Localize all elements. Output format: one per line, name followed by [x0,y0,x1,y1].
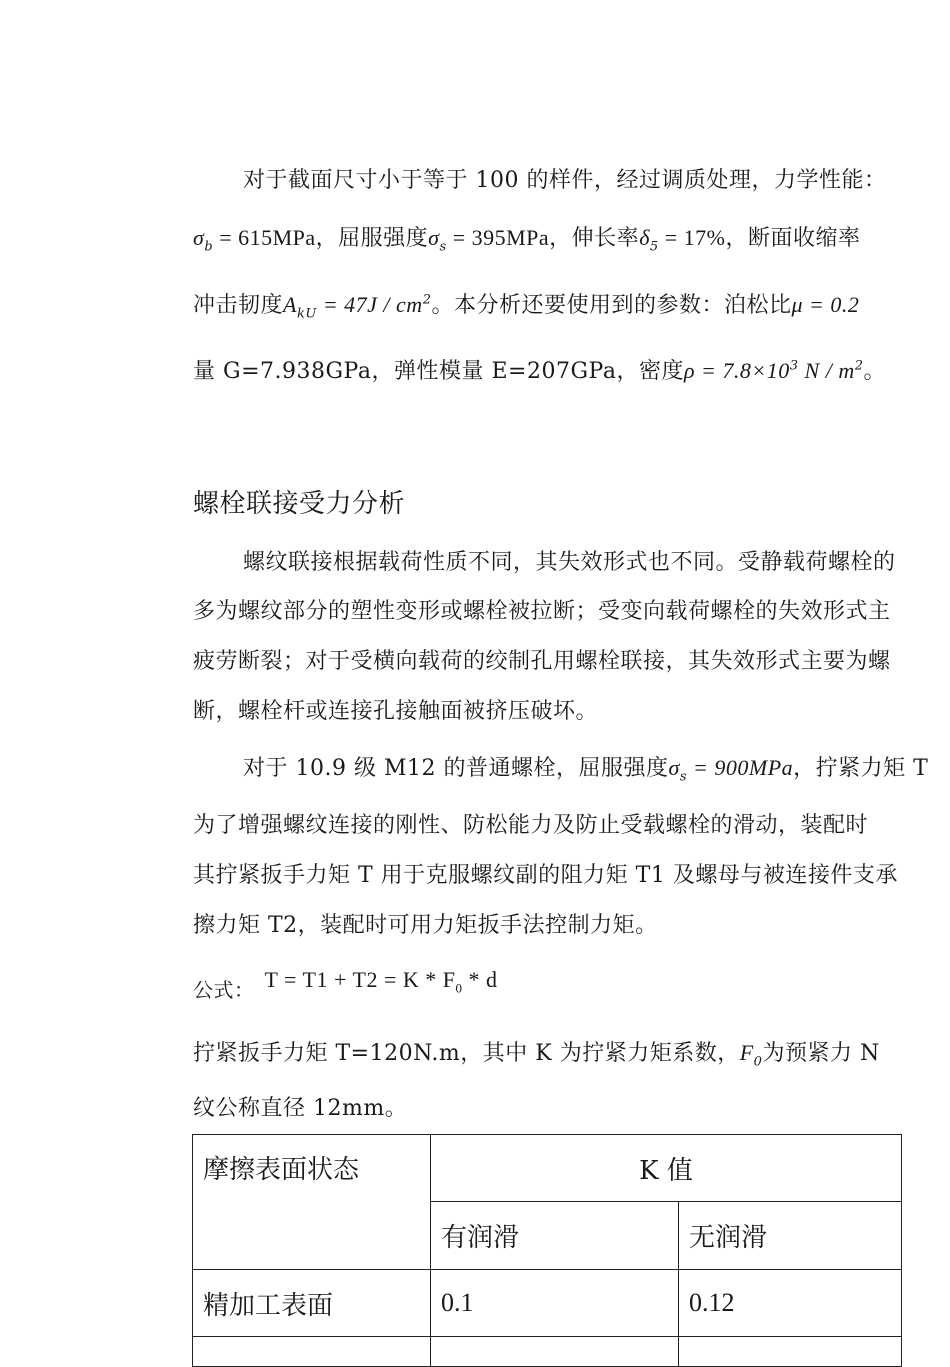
formula-label: 公式： [193,978,255,1002]
text: ，断面收缩率 [725,226,861,251]
text: 冲击韧度 [193,293,284,318]
sigma-symbol: σ [668,755,680,780]
symbol: F [739,1040,754,1065]
paragraph-3-line-1 [243,753,928,784]
value: = 17% [658,225,726,250]
paragraph-3-line-4: 擦力矩 T2，装配时可用力矩扳手法控制力矩。 [193,913,658,938]
superscript: 2 [422,292,432,308]
superscript: 2 [854,358,864,374]
formula-text: * d [462,967,498,992]
superscript: 3 [789,358,799,374]
subscript: 0 [753,1054,763,1070]
cell-empty [431,1337,679,1367]
paragraph-1-line-4 [193,356,886,387]
cell-empty [193,1337,431,1367]
text: ，屈服强度 [315,226,429,251]
table-row-partial [193,1337,902,1367]
value: = 47J / cm [316,292,423,317]
subscript: 0 [455,980,463,996]
paragraph-2-line-2: 多为螺纹部分的塑性变形或螺栓被拉断；受变向载荷螺栓的失效形式主 [193,599,891,624]
paragraph-4-line-1 [193,1038,880,1069]
paragraph-4-line-2: 纹公称直径 12mm。 [193,1096,408,1121]
text: 。 [863,359,887,384]
value: μ = 0.2 [791,292,860,317]
paragraph-2-line-1: 螺纹联接根据载荷性质不同，其失效形式也不同。受静载荷螺栓的 [243,550,896,575]
sigma-symbol: σ [193,225,205,250]
k-value-table [192,1134,902,1367]
paragraph-2-line-3: 疲劳断裂；对于受横向载荷的绞制孔用螺栓联接，其失效形式主要为螺 [193,649,891,674]
value: = 900MPa [687,755,794,780]
section-heading: 螺栓联接受力分析 [193,489,406,519]
formula-line [193,967,498,1006]
cell-unlubricated: 0.12 [679,1270,902,1337]
delta-symbol: δ [639,225,650,250]
symbol: A [283,292,297,317]
value: = 395MPa [446,225,550,250]
paragraph-1-line-1 [243,166,886,196]
sigma-symbol: σ [428,225,440,250]
header-unlubricated: 无润滑 [679,1202,902,1270]
paragraph-1-line-3 [193,290,859,321]
cell-empty [679,1337,902,1367]
subscript: kU [296,306,317,322]
paragraph-2-line-4: 断，螺栓杆或连接孔接触面被挤压破坏。 [193,699,599,724]
formula [264,967,498,996]
text: 量 G=7.938GPa，弹性模量 E=207GPa，密度 [193,359,684,384]
cell-state: 精加工表面 [193,1270,431,1337]
paragraph-1-line-2 [193,223,860,254]
header-friction-state: 摩擦表面状态 [193,1135,431,1270]
value: = 615MPa [213,225,316,250]
header-k-value: K 值 [431,1135,902,1202]
text: ，伸长率 [549,226,640,251]
subscript: s [679,769,688,785]
header-lubricated: 有润滑 [431,1202,679,1270]
paragraph-3-line-3: 其拧紧扳手力矩 T 用于克服螺纹副的阻力矩 T1 及螺母与被连接件支承 [193,863,898,888]
formula-text: T = T1 + T2 = K * F [264,967,456,992]
text: 对于截面尺寸小于等于 100 的样件，经过调质处理，力学性能： [243,168,887,193]
subscript: b [204,239,214,255]
text: ，拧紧力矩 T [793,756,929,781]
cell-lubricated: 0.1 [431,1270,679,1337]
table-header-row [193,1135,902,1202]
value: N / m [798,358,855,383]
subscript: s [439,239,447,255]
paragraph-3-line-2: 为了增强螺纹连接的刚性、防松能力及防止受载螺栓的滑动，装配时 [193,813,869,838]
value: ρ = 7.8×10 [683,358,790,383]
subscript: 5 [649,239,659,255]
text: 。本分析还要使用到的参数：泊松比 [431,293,792,318]
text: 拧紧扳手力矩 T=120N.m，其中 K 为拧紧力矩系数， [193,1041,740,1066]
text: 对于 10.9 级 M12 的普通螺栓，屈服强度 [243,756,669,781]
text: 为预紧力 N [762,1041,880,1066]
table-row [193,1270,902,1337]
